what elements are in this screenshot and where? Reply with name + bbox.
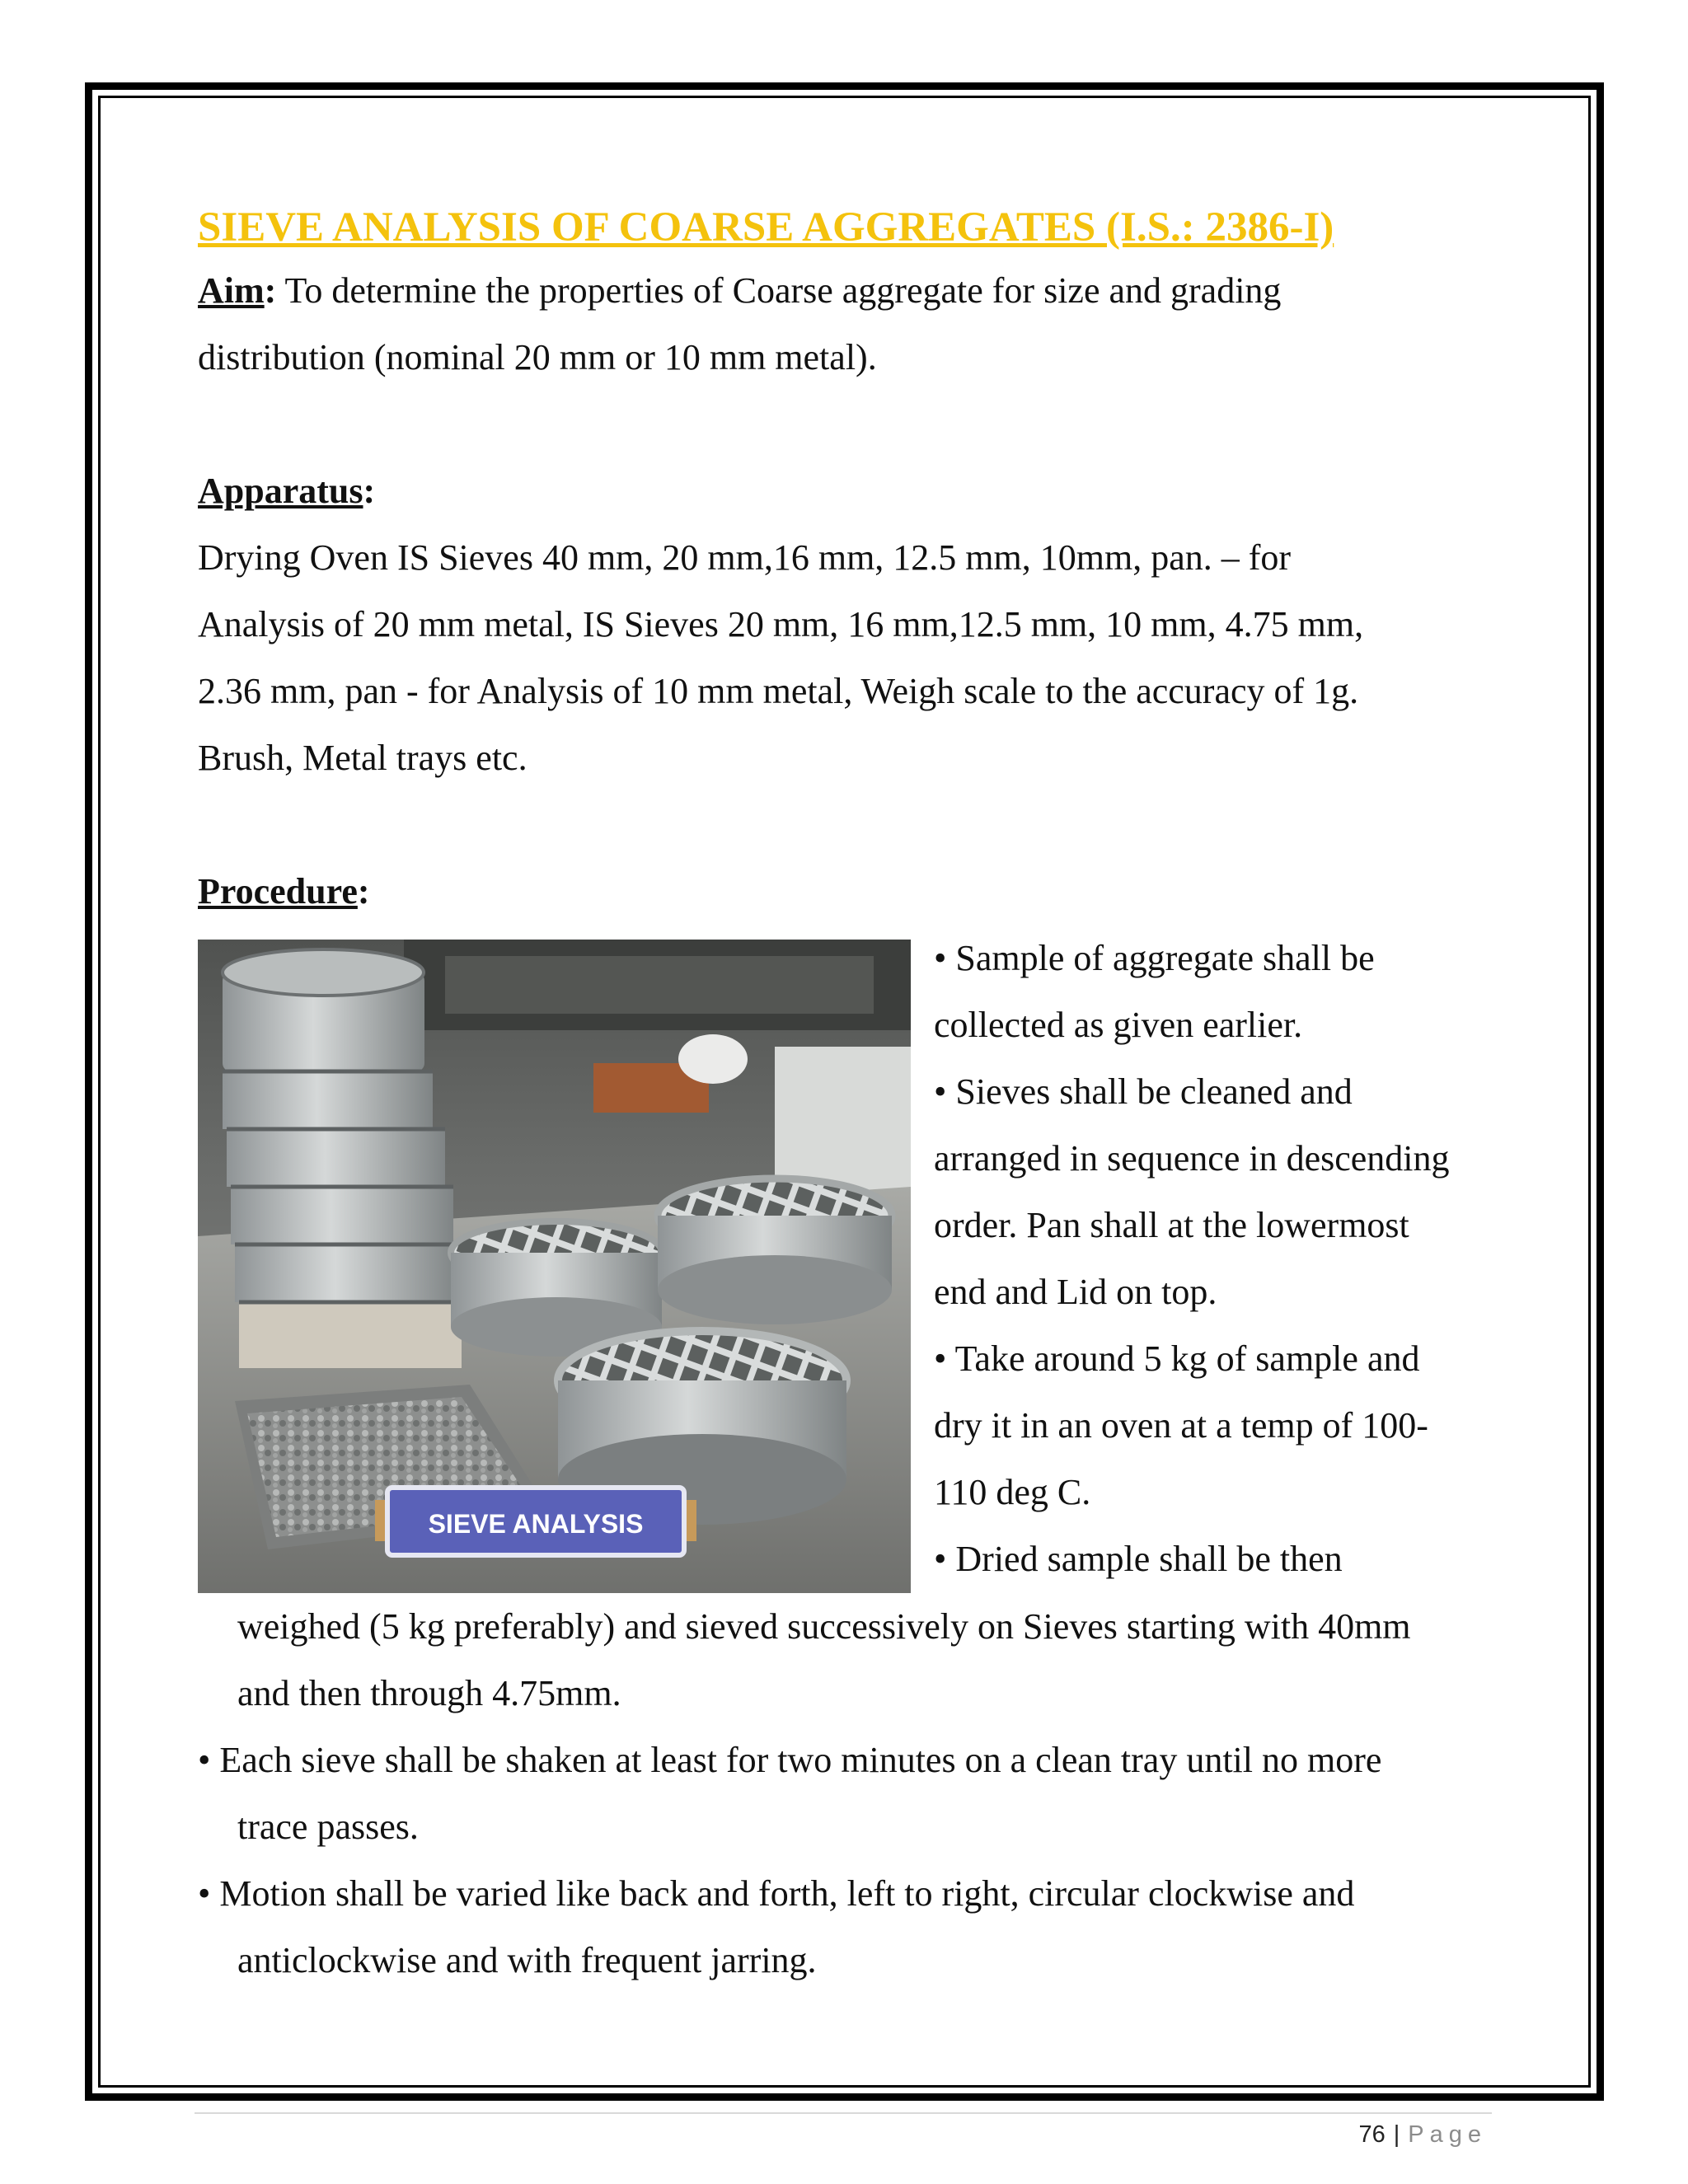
document-title: SIEVE ANALYSIS OF COARSE AGGREGATES (I.S.: 2386-I) bbox=[198, 204, 1334, 251]
apparatus-heading bbox=[198, 457, 1500, 524]
apparatus-line-2: Analysis of 20 mm metal, IS Sieves 20 mm, 16 mm,12.5 mm, 10 mm, 4.75 mm, bbox=[198, 604, 1364, 644]
procedure-bullet-2-cont: trace passes. bbox=[237, 1807, 419, 1847]
procedure-continuation-1: weighed (5 kg preferably) and sieved successively on Sieves starting with 40mm bbox=[237, 1606, 1411, 1647]
procedure-side-line-2: collected as given earlier. bbox=[934, 1005, 1303, 1045]
procedure-continuation-2: and then through 4.75mm. bbox=[237, 1673, 621, 1713]
footer-separator: | bbox=[1393, 2121, 1400, 2148]
apparatus-line-3: 2.36 mm, pan - for Analysis of 10 mm metal, Weigh scale to the accuracy of 1g. bbox=[198, 671, 1359, 711]
sieve-analysis-photo bbox=[198, 940, 911, 1593]
apparatus-colon: : bbox=[363, 471, 376, 511]
photo-sign-text: SIEVE ANALYSIS bbox=[428, 1509, 644, 1539]
procedure-bullet-3-cont: anticlockwise and with frequent jarring. bbox=[237, 1940, 817, 1980]
document-content bbox=[198, 198, 1500, 1994]
procedure-colon: : bbox=[357, 871, 370, 912]
aim-text-1: To determine the properties of Coarse aggregate for size and grading bbox=[284, 270, 1282, 311]
procedure-bullet-3: • Motion shall be varied like back and forth, left to right, circular clockwise and bbox=[198, 1873, 1355, 1914]
procedure-side-line-3: • Sieves shall be cleaned and bbox=[934, 1071, 1353, 1112]
page-number: 76 bbox=[1358, 2121, 1386, 2148]
procedure-side-line-9: 110 deg C. bbox=[934, 1472, 1091, 1512]
apparatus-label: Apparatus bbox=[198, 471, 363, 511]
procedure-bullet-2: • Each sieve shall be shaken at least for two minutes on a clean tray until no more bbox=[198, 1740, 1382, 1780]
procedure-side-line-5: order. Pan shall at the lowermost bbox=[934, 1205, 1409, 1245]
procedure-side-line-6: end and Lid on top. bbox=[934, 1272, 1217, 1312]
procedure-label: Procedure bbox=[198, 871, 358, 912]
procedure-side-line-7: • Take around 5 kg of sample and bbox=[934, 1338, 1420, 1379]
procedure-heading bbox=[198, 858, 1500, 925]
apparatus-line-4: Brush, Metal trays etc. bbox=[198, 738, 528, 778]
aim-line-1 bbox=[198, 257, 1500, 324]
aim-colon: : bbox=[264, 270, 277, 311]
spacer bbox=[198, 391, 1500, 457]
aim-line-2: distribution (nominal 20 mm or 10 mm metal). bbox=[198, 337, 877, 377]
procedure-side-line-10: • Dried sample shall be then bbox=[934, 1539, 1343, 1579]
procedure-side-line-1: • Sample of aggregate shall be bbox=[934, 938, 1375, 978]
page-footer bbox=[1358, 2118, 1487, 2151]
apparatus-line-1: Drying Oven IS Sieves 40 mm, 20 mm,16 mm, 12.5 mm, 10mm, pan. – for bbox=[198, 537, 1292, 578]
procedure-side-line-4: arranged in sequence in descending bbox=[934, 1138, 1450, 1179]
spacer bbox=[198, 791, 1500, 858]
procedure-side-line-8: dry it in an oven at a temp of 100- bbox=[934, 1405, 1428, 1446]
footer-rule bbox=[195, 2112, 1492, 2114]
page-word: Page bbox=[1408, 2121, 1487, 2148]
aim-label: Aim bbox=[198, 270, 265, 311]
